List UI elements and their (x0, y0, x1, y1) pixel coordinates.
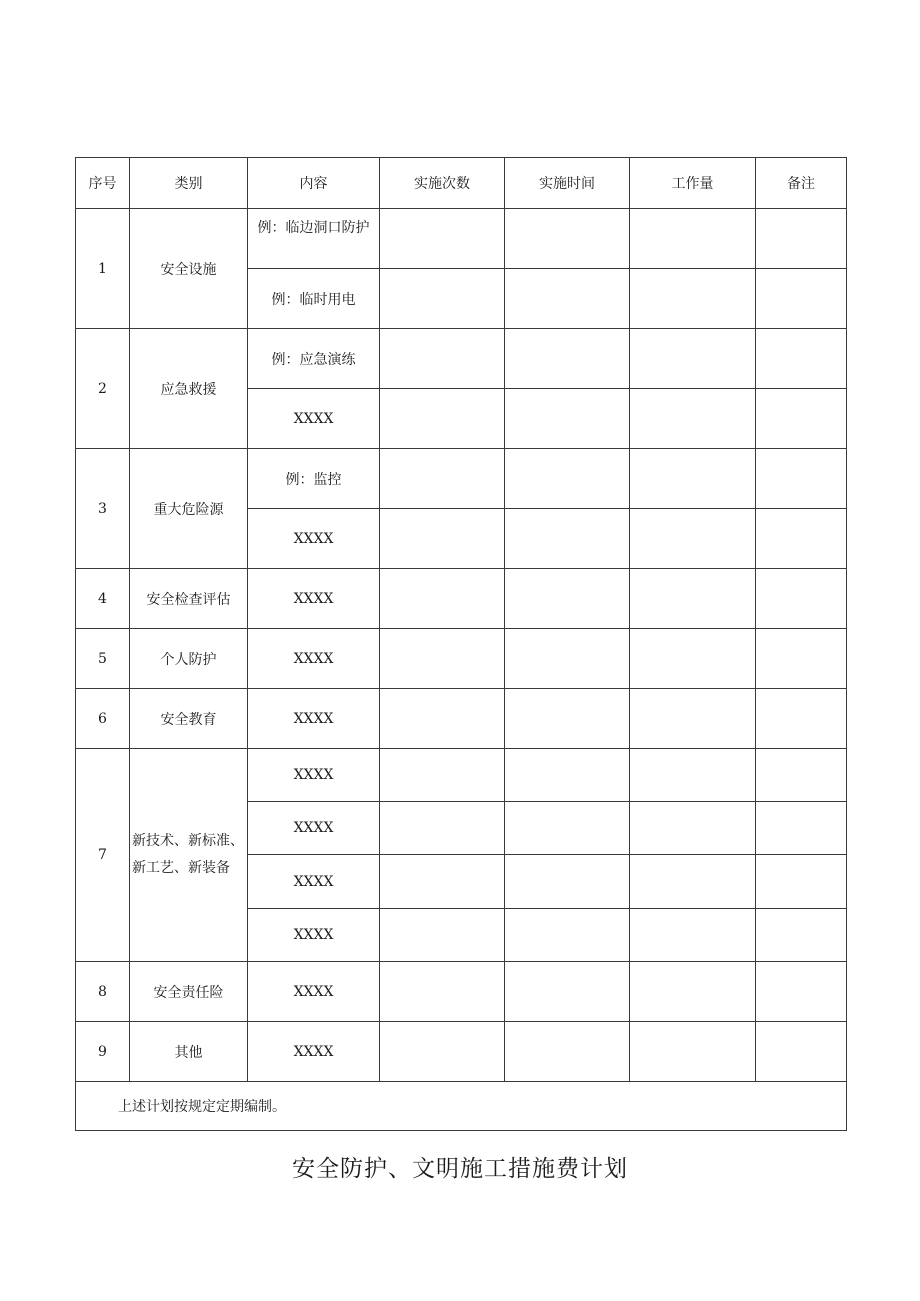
empty-cell (505, 269, 630, 329)
header-cell: 内容 (248, 158, 380, 209)
empty-cell (380, 855, 505, 909)
empty-cell (380, 569, 505, 629)
empty-cell (380, 329, 505, 389)
row-number: 7 (76, 749, 130, 962)
header-cell: 序号 (76, 158, 130, 209)
row-category: 安全责任险 (130, 962, 248, 1022)
empty-cell (756, 1022, 847, 1082)
empty-cell (505, 389, 630, 449)
plan-table (75, 157, 847, 1131)
empty-cell (380, 269, 505, 329)
empty-cell (380, 749, 505, 802)
empty-cell (756, 629, 847, 689)
row-content: XXXX (248, 509, 380, 569)
row-number: 3 (76, 449, 130, 569)
empty-cell (630, 569, 756, 629)
empty-cell (505, 1022, 630, 1082)
row-content: 例：临边洞口防护 (248, 209, 380, 269)
empty-cell (630, 962, 756, 1022)
table-row (76, 629, 847, 689)
row-category: 个人防护 (130, 629, 248, 689)
row-category: 安全检查评估 (130, 569, 248, 629)
table-row (76, 749, 847, 802)
empty-cell (630, 389, 756, 449)
header-cell: 工作量 (630, 158, 756, 209)
row-content: 例：临时用电 (248, 269, 380, 329)
empty-cell (630, 749, 756, 802)
empty-cell (630, 509, 756, 569)
empty-cell (505, 629, 630, 689)
empty-cell (380, 449, 505, 509)
row-content: XXXX (248, 749, 380, 802)
empty-cell (756, 855, 847, 909)
empty-cell (630, 689, 756, 749)
row-number: 2 (76, 329, 130, 449)
row-category: 安全设施 (130, 209, 248, 329)
row-number: 4 (76, 569, 130, 629)
table-row (76, 449, 847, 509)
page-title: 安全防护、文明施工措施费计划 (292, 1156, 628, 1182)
empty-cell (630, 209, 756, 269)
header-cell: 备注 (756, 158, 847, 209)
row-content: XXXX (248, 855, 380, 909)
empty-cell (756, 749, 847, 802)
table-row (76, 1022, 847, 1082)
row-number: 1 (76, 209, 130, 329)
empty-cell (756, 569, 847, 629)
row-content: XXXX (248, 629, 380, 689)
row-category: 重大危险源 (130, 449, 248, 569)
empty-cell (505, 962, 630, 1022)
empty-cell (630, 449, 756, 509)
row-content: XXXX (248, 689, 380, 749)
row-content: XXXX (248, 909, 380, 962)
empty-cell (756, 689, 847, 749)
empty-cell (756, 509, 847, 569)
empty-cell (756, 389, 847, 449)
table-row (76, 569, 847, 629)
header-cell: 实施次数 (380, 158, 505, 209)
empty-cell (505, 569, 630, 629)
table-row (76, 689, 847, 749)
empty-cell (756, 329, 847, 389)
empty-cell (380, 1022, 505, 1082)
row-content: XXXX (248, 962, 380, 1022)
empty-cell (630, 909, 756, 962)
empty-cell (505, 909, 630, 962)
empty-cell (505, 689, 630, 749)
empty-cell (380, 962, 505, 1022)
empty-cell (505, 749, 630, 802)
empty-cell (505, 329, 630, 389)
empty-cell (756, 209, 847, 269)
empty-cell (630, 269, 756, 329)
row-number: 5 (76, 629, 130, 689)
empty-cell (505, 802, 630, 855)
row-content: XXXX (248, 1022, 380, 1082)
empty-cell (630, 629, 756, 689)
table-row (76, 962, 847, 1022)
empty-cell (380, 509, 505, 569)
row-number: 8 (76, 962, 130, 1022)
empty-cell (380, 629, 505, 689)
empty-cell (756, 269, 847, 329)
empty-cell (630, 1022, 756, 1082)
empty-cell (505, 509, 630, 569)
empty-cell (380, 689, 505, 749)
row-category: 应急救援 (130, 329, 248, 449)
row-number: 6 (76, 689, 130, 749)
row-category: 安全教育 (130, 689, 248, 749)
empty-cell (756, 802, 847, 855)
row-category: 新技术、新标准、新工艺、新装备 (130, 749, 248, 962)
row-content: 例：监控 (248, 449, 380, 509)
empty-cell (630, 855, 756, 909)
empty-cell (505, 209, 630, 269)
empty-cell (756, 962, 847, 1022)
empty-cell (380, 802, 505, 855)
row-content: XXXX (248, 389, 380, 449)
row-content: 例：应急演练 (248, 329, 380, 389)
header-cell: 实施时间 (505, 158, 630, 209)
empty-cell (630, 802, 756, 855)
row-content: XXXX (248, 569, 380, 629)
row-content: XXXX (248, 802, 380, 855)
empty-cell (505, 449, 630, 509)
footer-note: 上述计划按规定定期编制。 (76, 1082, 847, 1131)
table-row (76, 209, 847, 269)
row-category: 其他 (130, 1022, 248, 1082)
row-number: 9 (76, 1022, 130, 1082)
header-cell: 类别 (130, 158, 248, 209)
empty-cell (380, 909, 505, 962)
empty-cell (505, 855, 630, 909)
empty-cell (380, 209, 505, 269)
header-row (76, 158, 847, 209)
footer-row (76, 1082, 847, 1131)
empty-cell (756, 909, 847, 962)
empty-cell (756, 449, 847, 509)
empty-cell (630, 329, 756, 389)
table-row (76, 329, 847, 389)
empty-cell (380, 389, 505, 449)
